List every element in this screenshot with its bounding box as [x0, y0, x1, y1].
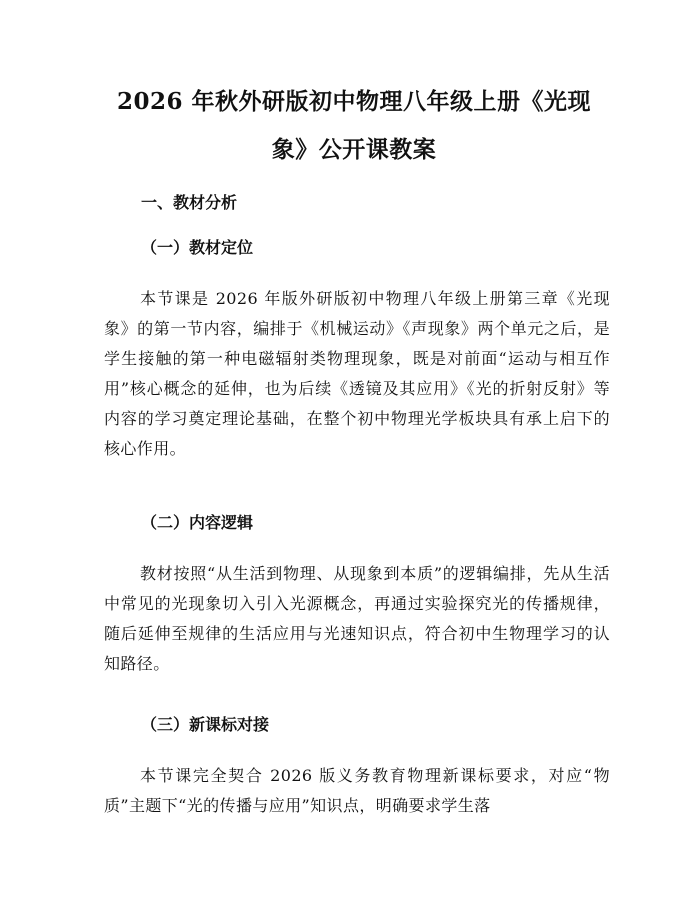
subsection-heading-textbook-positioning: （一）教材定位 — [141, 238, 254, 257]
paragraph-textbook-positioning: 本节课是 2026 年版外研版初中物理八年级上册第三章《光现象》的第一节内容，编排于《机械运动》《声现象》两个单元之后，是学生接触的第一种电磁辐射类物理现象，既是对前面“运动与相互作用”核心概念的延伸，也为后续《透镜及其应用》《光的折射反射》等内容的学习奠定理论基础，在整个初中物理光学板块具有承上启下的核心作用。 — [104, 289, 610, 458]
subsection-heading-new-curriculum: （三）新课标对接 — [141, 715, 270, 734]
section-heading-textbook-analysis: 一、教材分析 — [141, 193, 238, 212]
paragraph-content-logic: 教材按照“从生活到物理、从现象到本质”的逻辑编排，先从生活中常见的光现象切入引入光源概念，再通过实验探究光的传播规律，随后延伸至规律的生活应用与光速知识点，符合初中生物理学习的认知路径。 — [104, 564, 610, 673]
document-title: 2026 年秋外研版初中物理八年级上册《光现象》公开课教案 — [116, 88, 592, 163]
paragraph-new-curriculum: 本节课完全契合 2026 版义务教育物理新课标要求，对应“物质”主题下“光的传播与应用”知识点，明确要求学生落 — [104, 766, 610, 815]
subsection-heading-content-logic: （二）内容逻辑 — [141, 513, 254, 532]
